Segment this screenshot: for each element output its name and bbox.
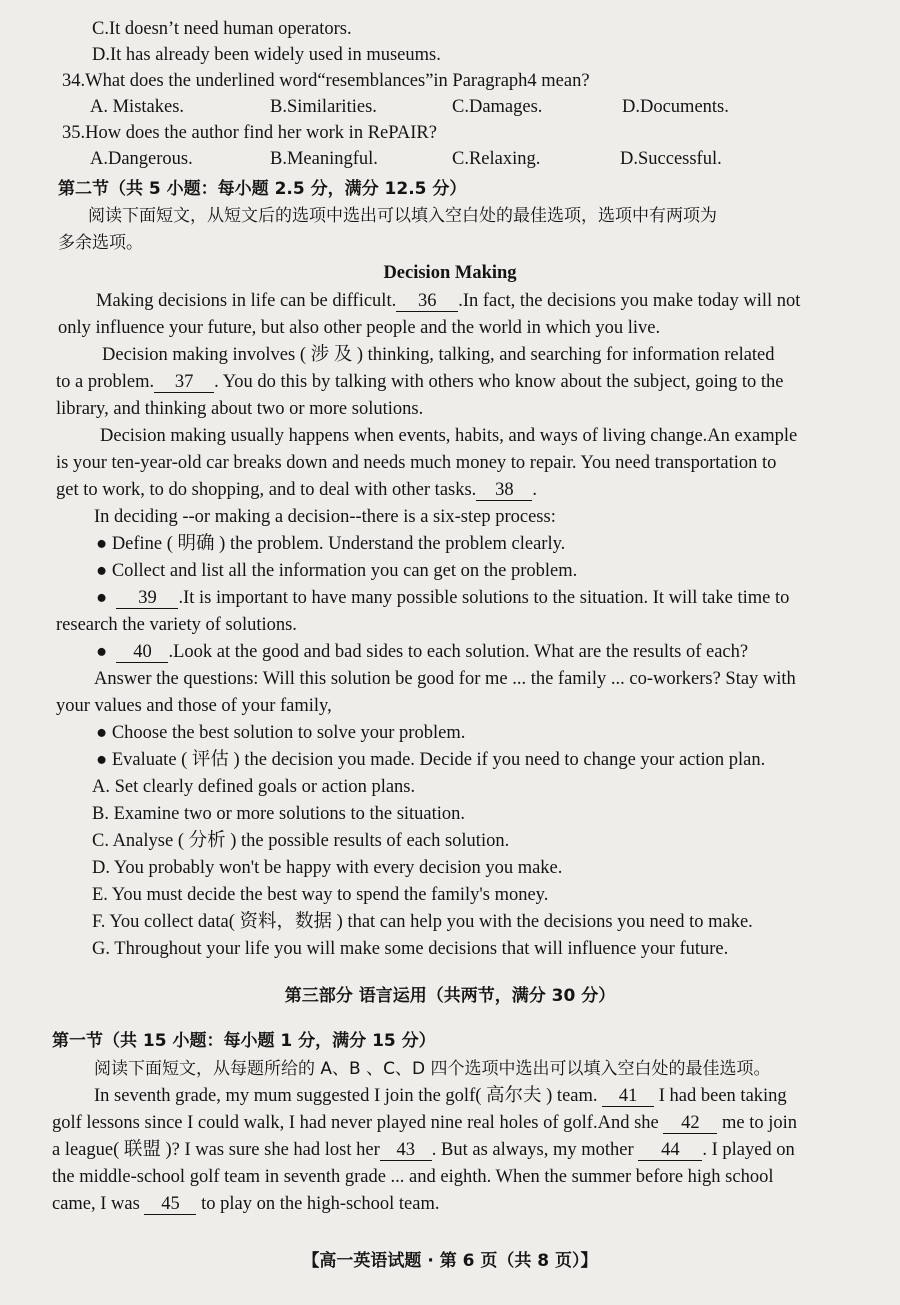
text: . I played on	[702, 1140, 795, 1160]
q35-option: B.Meaningful.	[270, 149, 378, 169]
option-c: C. Analyse ( 分析 ) the possible results of each solution.	[92, 831, 510, 851]
blank-41: 41	[602, 1086, 654, 1107]
text: In seventh grade, my mum suggested I join the golf( 高尔夫 ) team.	[94, 1086, 598, 1106]
cloze-line1	[94, 1085, 787, 1107]
option-b: B. Examine two or more solutions to the situation.	[92, 804, 466, 824]
text: a league( 联盟 )? I was sure she had lost her	[52, 1140, 380, 1160]
q34-option: A. Mistakes.	[90, 97, 185, 117]
step-1: ● Define ( 明确 ) the problem. Understand the problem clearly.	[96, 534, 566, 554]
q35-option: C.Relaxing.	[452, 149, 541, 169]
option-a: A. Set clearly defined goals or action plans.	[92, 777, 416, 797]
q35-stem: 35.How does the author find her work in RePAIR?	[62, 123, 437, 143]
step-6: ● Evaluate ( 评估 ) the decision you made. Decide if you need to change your action plan.	[96, 750, 766, 770]
para2-line3: library, and thinking about two or more solutions.	[56, 399, 424, 419]
section2-heading: 第二节（共 5 小题：每小题 2.5 分，满分 12.5 分）	[58, 179, 467, 199]
part3-heading: 第三部分 语言运用（共两节，满分 30 分）	[284, 986, 616, 1006]
section2-instruction-1: 阅读下面短文，从短文后的选项中选出可以填入空白处的最佳选项，选项中有两项为	[88, 206, 717, 226]
blank-42: 42	[663, 1113, 717, 1134]
cloze-line3	[52, 1139, 795, 1161]
text: .	[532, 480, 537, 500]
part3-section1-heading: 第一节（共 15 小题：每小题 1 分，满分 15 分）	[52, 1031, 436, 1051]
cloze-line2	[52, 1112, 797, 1134]
para1-line1	[96, 290, 800, 312]
cloze-line4: the middle-school golf team in seventh grade ... and eighth. When the summer before high school	[52, 1167, 774, 1187]
blank-38: 38	[476, 480, 532, 501]
text: . But as always, my mother	[431, 1140, 634, 1160]
q33-option-d: D.It has already been widely used in museums.	[92, 45, 441, 65]
text: golf lessons since I could walk, I had never played nine real holes of golf.And she	[52, 1113, 659, 1133]
option-f: F. You collect data( 资料，数据 ) that can help you with the decisions you need to make.	[92, 912, 753, 932]
part3-instruction: 阅读下面短文，从每题所给的 A、B 、C、D 四个选项中选出可以填入空白处的最佳选项。	[94, 1059, 771, 1079]
para3-line2: is your ten-year-old car breaks down and needs much money to repair. You need transportation to	[56, 453, 777, 473]
text: .It is important to have many possible solutions to the situation. It will take time to	[178, 588, 790, 608]
passage-title: Decision Making	[383, 263, 517, 283]
step-3-cont: research the variety of solutions.	[56, 615, 297, 635]
para3-line1: Decision making usually happens when events, habits, and ways of living change.An example	[100, 426, 798, 446]
text: Define ( 明确 ) the problem. Understand the problem clearly.	[111, 534, 566, 554]
blank-37: 37	[154, 372, 214, 393]
step-4-cont: your values and those of your family,	[56, 696, 332, 716]
text: to play on the high-school team.	[201, 1194, 440, 1214]
cloze-line5	[52, 1193, 440, 1215]
q34-option: B.Similarities.	[270, 97, 377, 117]
text: Evaluate ( 评估 ) the decision you made. Decide if you need to change your action plan.	[111, 750, 766, 770]
text: get to work, to do shopping, and to deal with other tasks.	[56, 480, 477, 500]
text: . You do this by talking with others who know about the subject, going to the	[214, 372, 784, 392]
text: to a problem.	[56, 372, 155, 392]
text: .Look at the good and bad sides to each solution. What are the results of each?	[168, 642, 749, 662]
text: I had been taking	[658, 1086, 787, 1106]
blank-45: 45	[144, 1194, 196, 1215]
q34-stem: 34.What does the underlined word“resemblances”in Paragraph4 mean?	[62, 71, 590, 91]
q34-option: C.Damages.	[452, 97, 543, 117]
para4-intro: In deciding --or making a decision--there is a six-step process:	[94, 507, 556, 527]
text: Choose the best solution to solve your problem.	[111, 723, 466, 743]
step-4: ● 40 .Look at the good and bad sides to each solution. What are the results of each?	[96, 642, 749, 662]
blank-44: 44	[638, 1140, 702, 1161]
step-4-questions: Answer the questions: Will this solution be good for me ... the family ... co-workers? Stay with	[94, 669, 796, 689]
step-5: ● Choose the best solution to solve your problem.	[96, 723, 466, 743]
blank-36: 36	[396, 291, 458, 312]
page-footer: 【高一英语试题 · 第 6 页（共 8 页）】	[302, 1251, 598, 1271]
para3-line3	[56, 479, 537, 501]
step-2: ● Collect and list all the information you can get on the problem.	[96, 561, 578, 581]
option-d: D. You probably won't be happy with every decision you make.	[92, 858, 563, 878]
step-3: ● 39 .It is important to have many possible solutions to the situation. It will take time to	[96, 588, 790, 608]
para2-line2	[56, 371, 784, 393]
para1-line2: only influence your future, but also other people and the world in which you live.	[58, 318, 661, 338]
text: .In fact, the decisions you make today will not	[458, 291, 801, 311]
blank-43: 43	[380, 1140, 432, 1161]
q35-option: D.Successful.	[620, 149, 722, 169]
q34-option: D.Documents.	[622, 97, 729, 117]
para2-line1: Decision making involves ( 涉 及 ) thinking, talking, and searching for information related	[102, 345, 775, 365]
section2-instruction-2: 多余选项。	[58, 233, 143, 253]
text: Making decisions in life can be difficult.	[96, 291, 397, 311]
q33-option-c: C.It doesn’t need human operators.	[92, 19, 352, 39]
option-e: E. You must decide the best way to spend the family's money.	[92, 885, 549, 905]
q35-option: A.Dangerous.	[90, 149, 193, 169]
text: Collect and list all the information you can get on the problem.	[111, 561, 578, 581]
blank-40: 40	[116, 642, 168, 663]
option-g: G. Throughout your life you will make some decisions that will influence your future.	[92, 939, 729, 959]
text: came, I was	[52, 1194, 140, 1214]
blank-39: 39	[116, 588, 178, 609]
text: me to join	[721, 1113, 798, 1133]
